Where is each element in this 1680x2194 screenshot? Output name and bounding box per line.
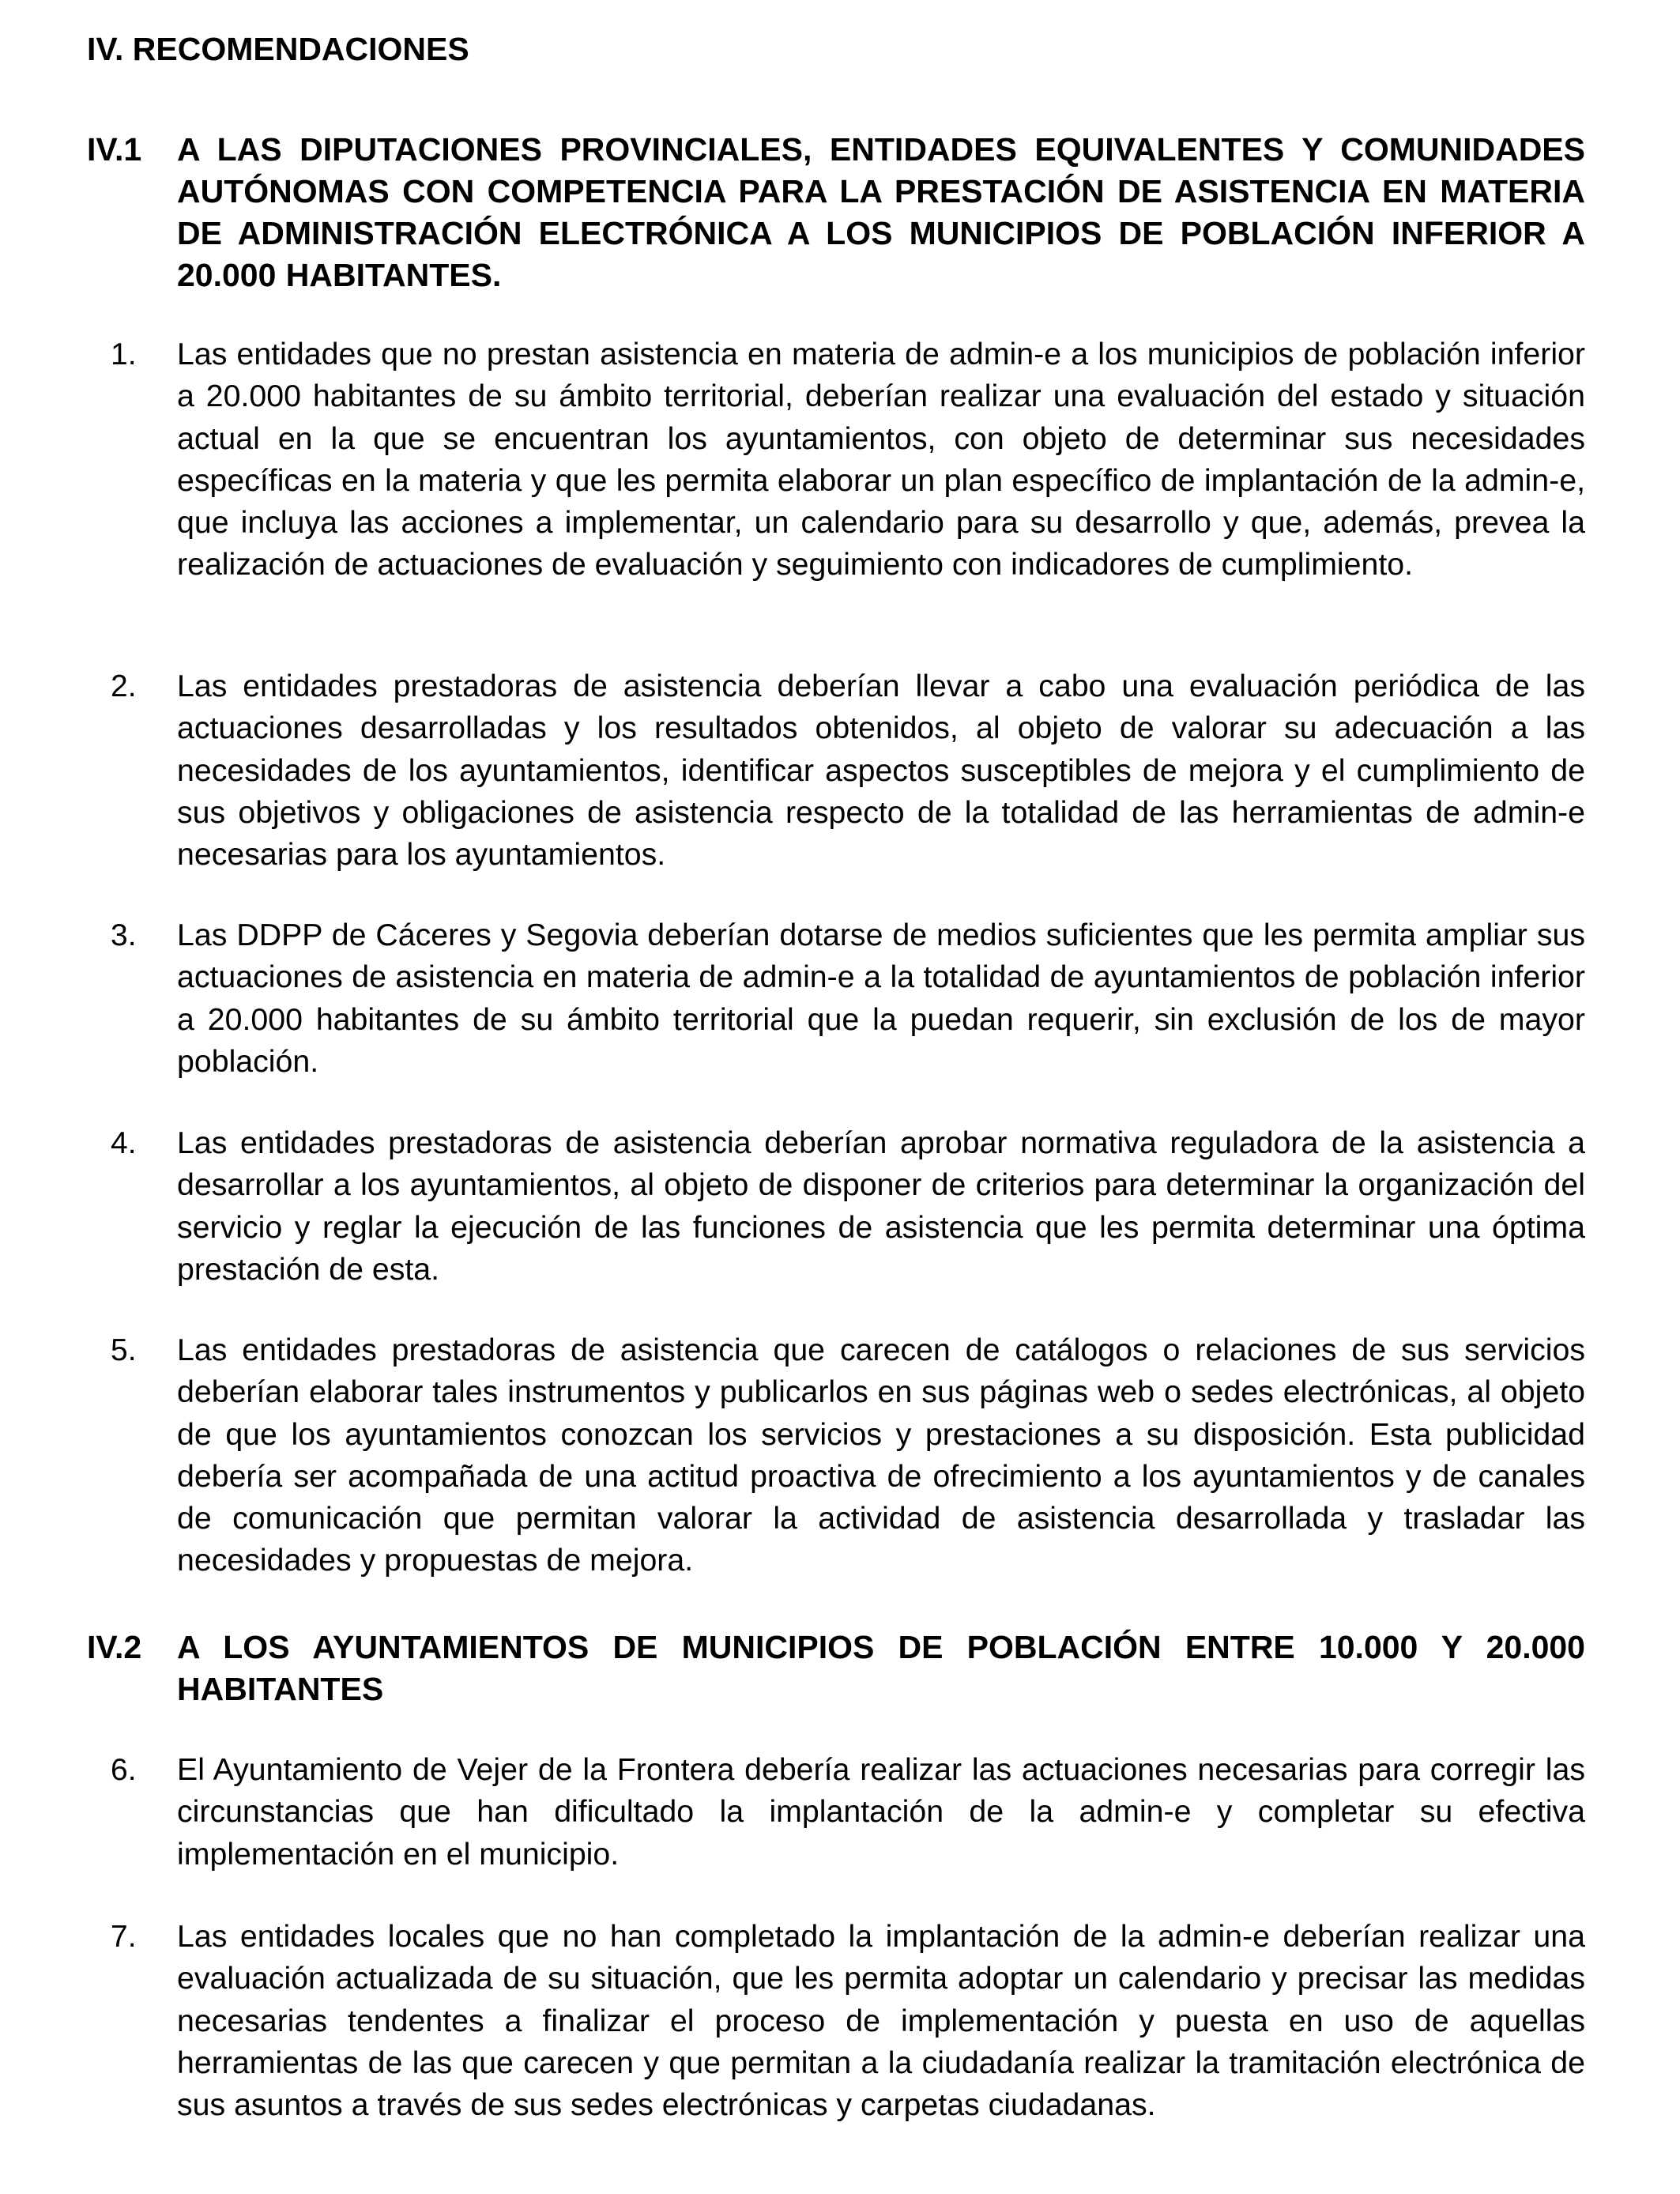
item-number: 2. [111, 669, 137, 703]
item-number: 7. [111, 1920, 137, 1954]
item-text: Las entidades que no prestan asistencia en materia de admin-e a los municipios de población inferior a 20.000 habitantes de su ámbito territorial, deberían realizar una evaluación del estado y situación actual en la que se encuentran los ayuntamientos, con objeto de determinar sus necesidades específicas en la materia y que les permita elaborar un plan específico de implantación de la admin-e, que incluya las acciones a implementar, un calendario para su desarrollo y que, además, prevea la realización de actuaciones de evaluación y seguimiento con indicadores de cumplimiento. [177, 337, 1585, 582]
item-text: Las entidades prestadoras de asistencia que carecen de catálogos o relaciones de sus servicios deberían elaborar tales instrumentos y publicarlos en sus páginas web o sedes electrónicas, al objeto de que los ayuntamientos conozcan los servicios y prestaciones a su disposición. Esta publicidad debería ser acompañada de una actitud proactiva de ofrecimiento a los ayuntamientos y de canales de comunicación que permitan valorar la actividad de asistencia desarrollada y trasladar las necesidades y propuestas de mejora. [177, 1333, 1585, 1578]
item-text: Las entidades locales que no han completado la implantación de la admin-e deberían realizar una evaluación actualizada de su situación, que les permita adoptar un calendario y precisar las medidas necesarias tendentes a finalizar el proceso de implementación y puesta en uso de aquellas herramientas de las que carecen y que permitan a la ciudadanía realizar la tramitación electrónica de sus asuntos a través de sus sedes electrónicas y carpetas ciudadanas. [177, 1919, 1585, 2123]
item-text: Las entidades prestadoras de asistencia deberían aprobar normativa reguladora de la asistencia a desarrollar a los ayuntamientos, al objeto de disponer de criterios para determinar la organización del servicio y reglar la ejecución de las funciones de asistencia que les permita determinar una óptima prestación de esta. [177, 1125, 1585, 1287]
item-number: 4. [111, 1126, 137, 1160]
section-number: IV.2 [87, 1629, 142, 1665]
item-text: Las DDPP de Cáceres y Segovia deberían dotarse de medios suficientes que les permita ampliar sus actuaciones de asistencia en materia de admin-e a la totalidad de ayuntamientos de población inferior a 20.000 habitantes de su ámbito territorial que la puedan requerir, sin exclusión de los de mayor población. [177, 918, 1585, 1079]
item-number: 1. [111, 337, 137, 371]
item-number: 5. [111, 1333, 137, 1367]
section-title: A LAS DIPUTACIONES PROVINCIALES, ENTIDADES EQUIVALENTES Y COMUNIDADES AUTÓNOMAS CON COMPETENCIA PARA LA PRESTACIÓN DE ASISTENCIA EN MATERIA DE ADMINISTRACIÓN ELECTRÓNICA A LOS MUNICIPIOS DE POBLACIÓN INFERIOR A 20.000 HABITANTES. [177, 131, 1585, 293]
item-text: El Ayuntamiento de Vejer de la Frontera debería realizar las actuaciones necesarias para corregir las circunstancias que han dificultado la implantación de la admin-e y completar su efectiva implementación en el municipio. [177, 1752, 1585, 1872]
section-title: A LOS AYUNTAMIENTOS DE MUNICIPIOS DE POBLACIÓN ENTRE 10.000 Y 20.000 HABITANTES [177, 1629, 1585, 1707]
item-number: 3. [111, 918, 137, 952]
page-title: IV. RECOMENDACIONES [87, 31, 469, 67]
item-number: 6. [111, 1753, 137, 1787]
item-text: Las entidades prestadoras de asistencia deberían llevar a cabo una evaluación periódica de las actuaciones desarrolladas y los resultados obtenidos, al objeto de valorar su adecuación a las necesidades de los ayuntamientos, identificar aspectos susceptibles de mejora y el cumplimiento de sus objetivos y obligaciones de asistencia respecto de la totalidad de las herramientas de admin-e necesarias para los ayuntamientos. [177, 669, 1585, 873]
section-number: IV.1 [87, 131, 142, 168]
